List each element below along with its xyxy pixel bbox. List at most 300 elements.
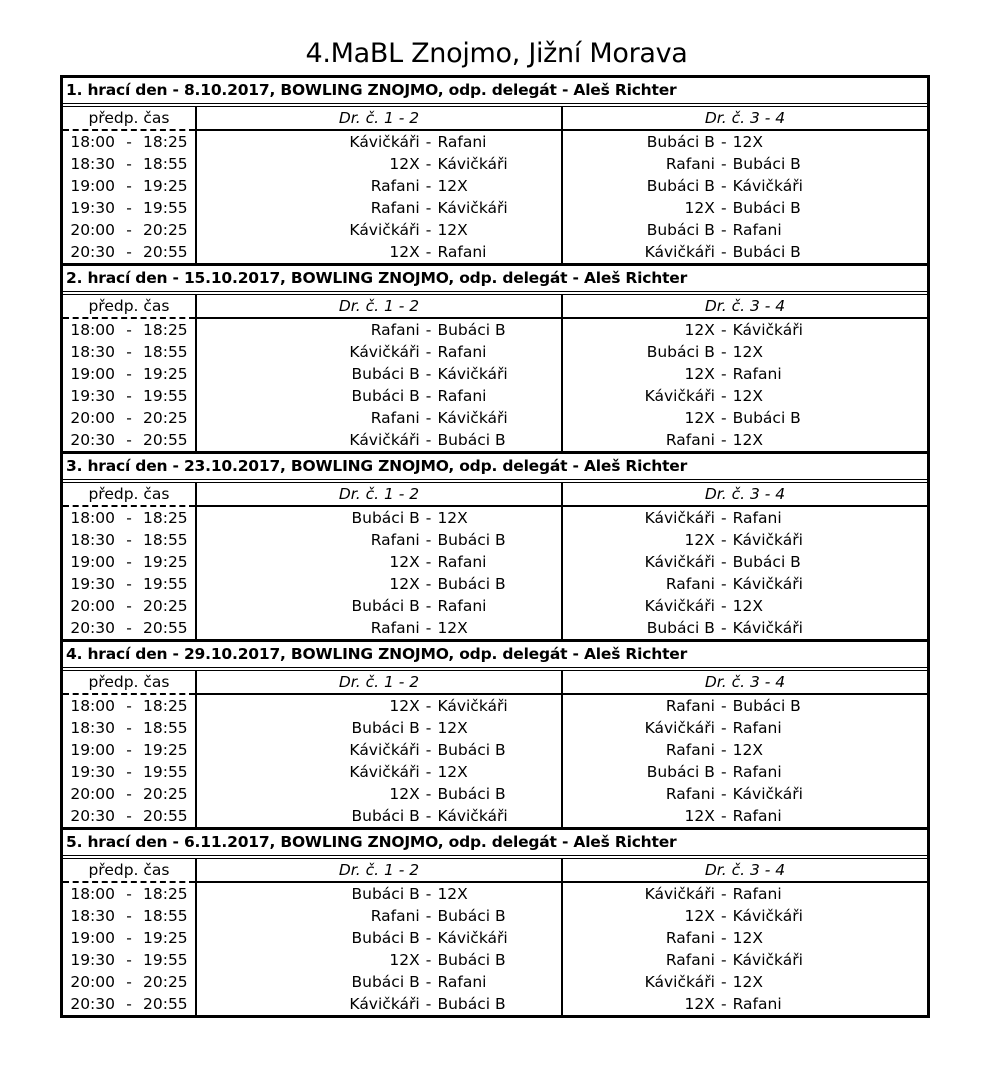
match-lanes-3-4 (562, 573, 927, 595)
table-row (63, 219, 927, 241)
column-header-lanes-3-4: Dr. č. 3 - 4 (562, 859, 927, 882)
match-lanes-1-2 (196, 993, 562, 1015)
match-lanes-3-4 (562, 617, 927, 639)
table-row (63, 761, 927, 783)
time-separator: - (126, 321, 132, 339)
away-team: 12X (437, 719, 468, 737)
match-separator: - (720, 929, 727, 947)
start-time: 20:30 (70, 619, 115, 637)
away-team: 12X (732, 343, 763, 361)
time-cell (63, 949, 196, 971)
round-header: 4. hrací den - 29.10.2017, BOWLING ZNOJMO, odp. delegát - Aleš Richter (63, 642, 927, 671)
away-team: 12X (437, 509, 468, 527)
home-team: Bubáci B (646, 133, 715, 151)
away-team: Kávičkáři (732, 619, 803, 637)
match-separator: - (425, 697, 432, 715)
home-team: Rafani (370, 619, 420, 637)
home-team: 12X (389, 951, 420, 969)
end-time: 19:25 (143, 741, 188, 759)
time-separator: - (126, 597, 132, 615)
match-separator: - (720, 807, 727, 825)
table-row (63, 130, 927, 153)
time-separator: - (126, 431, 132, 449)
home-team: Bubáci B (351, 929, 420, 947)
start-time: 18:30 (70, 155, 115, 173)
match-separator: - (425, 387, 432, 405)
home-team: 12X (389, 697, 420, 715)
home-team: Kávičkáři (644, 973, 715, 991)
start-time: 18:00 (70, 509, 115, 527)
away-team: Bubáci B (437, 531, 506, 549)
away-team: Rafani (437, 133, 487, 151)
match-separator: - (425, 575, 432, 593)
time-separator: - (126, 575, 132, 593)
time-cell (63, 882, 196, 905)
match-separator: - (425, 929, 432, 947)
match-lanes-3-4 (562, 927, 927, 949)
column-header-lanes-3-4: Dr. č. 3 - 4 (562, 671, 927, 694)
time-separator: - (126, 907, 132, 925)
home-team: Kávičkáři (644, 509, 715, 527)
match-lanes-1-2 (196, 739, 562, 761)
column-header-lanes-3-4: Dr. č. 3 - 4 (562, 107, 927, 130)
round-table (63, 295, 927, 451)
match-lanes-3-4 (562, 761, 927, 783)
away-team: 12X (437, 221, 468, 239)
match-lanes-1-2 (196, 905, 562, 927)
away-team: Bubáci B (732, 409, 801, 427)
round-header: 2. hrací den - 15.10.2017, BOWLING ZNOJMO, odp. delegát - Aleš Richter (63, 266, 927, 295)
end-time: 20:25 (143, 221, 188, 239)
match-lanes-3-4 (562, 341, 927, 363)
away-team: Kávičkáři (732, 951, 803, 969)
away-team: Rafani (732, 885, 782, 903)
time-cell (63, 783, 196, 805)
start-time: 20:30 (70, 995, 115, 1013)
match-separator: - (425, 221, 432, 239)
home-team: Rafani (665, 929, 715, 947)
match-lanes-1-2 (196, 153, 562, 175)
schedule-sheet (60, 75, 930, 1018)
match-separator: - (425, 365, 432, 383)
away-team: Kávičkáři (732, 785, 803, 803)
end-time: 19:25 (143, 365, 188, 383)
table-row (63, 529, 927, 551)
table-row (63, 241, 927, 263)
time-separator: - (126, 531, 132, 549)
match-lanes-3-4 (562, 385, 927, 407)
table-row (63, 385, 927, 407)
away-team: Rafani (732, 719, 782, 737)
time-cell (63, 761, 196, 783)
home-team: Bubáci B (646, 343, 715, 361)
match-lanes-3-4 (562, 363, 927, 385)
time-cell (63, 551, 196, 573)
match-separator: - (425, 785, 432, 803)
home-team: Bubáci B (646, 619, 715, 637)
match-lanes-3-4 (562, 717, 927, 739)
match-separator: - (720, 973, 727, 991)
table-row (63, 341, 927, 363)
round-section (63, 263, 927, 451)
home-team: Rafani (370, 531, 420, 549)
match-lanes-3-4 (562, 197, 927, 219)
time-cell (63, 506, 196, 529)
start-time: 18:30 (70, 531, 115, 549)
away-team: Rafani (437, 243, 487, 261)
match-lanes-1-2 (196, 219, 562, 241)
match-lanes-3-4 (562, 694, 927, 717)
round-section (63, 827, 927, 1015)
end-time: 19:25 (143, 177, 188, 195)
away-team: Kávičkáři (732, 177, 803, 195)
start-time: 18:00 (70, 885, 115, 903)
match-separator: - (425, 719, 432, 737)
match-lanes-3-4 (562, 130, 927, 153)
match-separator: - (425, 199, 432, 217)
time-cell (63, 905, 196, 927)
start-time: 19:00 (70, 365, 115, 383)
match-separator: - (425, 177, 432, 195)
away-team: Kávičkáři (437, 409, 508, 427)
match-separator: - (425, 343, 432, 361)
home-team: 12X (684, 321, 715, 339)
away-team: Kávičkáři (437, 929, 508, 947)
away-team: 12X (732, 973, 763, 991)
table-row (63, 927, 927, 949)
time-cell (63, 241, 196, 263)
start-time: 20:30 (70, 243, 115, 261)
home-team: Kávičkáři (644, 387, 715, 405)
away-team: Kávičkáři (732, 321, 803, 339)
time-separator: - (126, 243, 132, 261)
time-cell (63, 341, 196, 363)
match-separator: - (720, 199, 727, 217)
match-separator: - (720, 343, 727, 361)
time-cell (63, 385, 196, 407)
match-lanes-1-2 (196, 761, 562, 783)
table-row (63, 595, 927, 617)
start-time: 18:00 (70, 697, 115, 715)
end-time: 20:55 (143, 431, 188, 449)
away-team: Rafani (732, 995, 782, 1013)
page-title: 4.MaBL Znojmo, Jižní Morava (305, 38, 688, 69)
away-team: Rafani (437, 343, 487, 361)
match-separator: - (720, 531, 727, 549)
away-team: 12X (437, 763, 468, 781)
time-separator: - (126, 697, 132, 715)
table-row (63, 783, 927, 805)
end-time: 19:55 (143, 575, 188, 593)
start-time: 19:00 (70, 553, 115, 571)
column-header-row (63, 483, 927, 506)
table-row (63, 175, 927, 197)
start-time: 20:00 (70, 221, 115, 239)
home-team: Kávičkáři (349, 431, 420, 449)
match-lanes-1-2 (196, 175, 562, 197)
away-team: Kávičkáři (732, 907, 803, 925)
match-lanes-1-2 (196, 363, 562, 385)
match-separator: - (425, 741, 432, 759)
match-lanes-3-4 (562, 318, 927, 341)
column-header-row (63, 859, 927, 882)
match-separator: - (425, 597, 432, 615)
match-separator: - (720, 619, 727, 637)
away-team: Kávičkáři (437, 199, 508, 217)
home-team: Bubáci B (351, 509, 420, 527)
away-team: Kávičkáři (437, 807, 508, 825)
time-cell (63, 971, 196, 993)
away-team: Rafani (437, 553, 487, 571)
table-row (63, 971, 927, 993)
away-team: Bubáci B (732, 243, 801, 261)
time-separator: - (126, 785, 132, 803)
match-separator: - (720, 785, 727, 803)
time-separator: - (126, 951, 132, 969)
home-team: Bubáci B (351, 719, 420, 737)
match-separator: - (720, 365, 727, 383)
home-team: Kávičkáři (644, 553, 715, 571)
end-time: 20:55 (143, 995, 188, 1013)
home-team: Kávičkáři (349, 343, 420, 361)
end-time: 20:25 (143, 597, 188, 615)
time-separator: - (126, 619, 132, 637)
round-table (63, 483, 927, 639)
end-time: 18:25 (143, 321, 188, 339)
away-team: Kávičkáři (437, 697, 508, 715)
table-row (63, 617, 927, 639)
away-team: 12X (732, 929, 763, 947)
match-separator: - (425, 553, 432, 571)
end-time: 18:25 (143, 697, 188, 715)
match-separator: - (720, 741, 727, 759)
time-separator: - (126, 221, 132, 239)
home-team: Kávičkáři (349, 133, 420, 151)
match-lanes-1-2 (196, 927, 562, 949)
match-separator: - (720, 719, 727, 737)
column-header-time: předp. čas (63, 483, 196, 506)
match-separator: - (425, 409, 432, 427)
home-team: 12X (389, 785, 420, 803)
time-separator: - (126, 509, 132, 527)
match-lanes-1-2 (196, 318, 562, 341)
start-time: 19:30 (70, 575, 115, 593)
match-lanes-1-2 (196, 882, 562, 905)
match-lanes-1-2 (196, 197, 562, 219)
time-separator: - (126, 133, 132, 151)
table-row (63, 551, 927, 573)
time-separator: - (126, 155, 132, 173)
home-team: Bubáci B (351, 597, 420, 615)
away-team: Bubáci B (437, 431, 506, 449)
match-separator: - (425, 973, 432, 991)
end-time: 18:25 (143, 133, 188, 151)
table-row (63, 805, 927, 827)
home-team: 12X (684, 907, 715, 925)
start-time: 19:30 (70, 199, 115, 217)
home-team: Bubáci B (351, 885, 420, 903)
away-team: 12X (732, 431, 763, 449)
away-team: 12X (732, 741, 763, 759)
match-lanes-1-2 (196, 805, 562, 827)
away-team: 12X (732, 387, 763, 405)
away-team: 12X (437, 619, 468, 637)
time-cell (63, 363, 196, 385)
home-team: Bubáci B (351, 387, 420, 405)
match-separator: - (720, 221, 727, 239)
home-team: Kávičkáři (349, 221, 420, 239)
match-lanes-1-2 (196, 694, 562, 717)
match-lanes-3-4 (562, 529, 927, 551)
end-time: 20:55 (143, 243, 188, 261)
home-team: Bubáci B (351, 973, 420, 991)
end-time: 20:25 (143, 973, 188, 991)
home-team: Kávičkáři (349, 995, 420, 1013)
column-header-lanes-1-2: Dr. č. 1 - 2 (196, 295, 562, 318)
home-team: Rafani (370, 199, 420, 217)
time-cell (63, 175, 196, 197)
match-lanes-3-4 (562, 971, 927, 993)
end-time: 20:55 (143, 619, 188, 637)
end-time: 20:25 (143, 785, 188, 803)
match-lanes-1-2 (196, 617, 562, 639)
start-time: 20:30 (70, 431, 115, 449)
home-team: Bubáci B (646, 177, 715, 195)
home-team: Rafani (665, 155, 715, 173)
time-cell (63, 318, 196, 341)
time-cell (63, 927, 196, 949)
time-separator: - (126, 409, 132, 427)
match-separator: - (720, 321, 727, 339)
match-separator: - (720, 995, 727, 1013)
home-team: Rafani (665, 431, 715, 449)
home-team: Bubáci B (351, 807, 420, 825)
home-team: Bubáci B (646, 763, 715, 781)
round-table (63, 859, 927, 1015)
match-separator: - (425, 133, 432, 151)
match-lanes-1-2 (196, 506, 562, 529)
time-cell (63, 407, 196, 429)
away-team: Bubáci B (732, 697, 801, 715)
time-separator: - (126, 387, 132, 405)
home-team: 12X (684, 365, 715, 383)
match-separator: - (720, 133, 727, 151)
match-lanes-1-2 (196, 949, 562, 971)
away-team: Rafani (732, 221, 782, 239)
table-row (63, 506, 927, 529)
home-team: Kávičkáři (349, 741, 420, 759)
match-lanes-3-4 (562, 949, 927, 971)
match-lanes-3-4 (562, 219, 927, 241)
match-separator: - (425, 509, 432, 527)
column-header-time: předp. čas (63, 671, 196, 694)
match-lanes-1-2 (196, 407, 562, 429)
match-lanes-1-2 (196, 385, 562, 407)
column-header-row (63, 107, 927, 130)
time-separator: - (126, 719, 132, 737)
start-time: 18:30 (70, 719, 115, 737)
column-header-time: předp. čas (63, 859, 196, 882)
away-team: Bubáci B (437, 321, 506, 339)
match-separator: - (720, 243, 727, 261)
match-lanes-1-2 (196, 241, 562, 263)
match-separator: - (720, 597, 727, 615)
away-team: Kávičkáři (437, 365, 508, 383)
away-team: Bubáci B (732, 199, 801, 217)
match-lanes-3-4 (562, 805, 927, 827)
away-team: Rafani (437, 597, 487, 615)
away-team: Rafani (732, 763, 782, 781)
table-row (63, 363, 927, 385)
start-time: 19:30 (70, 387, 115, 405)
time-separator: - (126, 885, 132, 903)
time-cell (63, 993, 196, 1015)
time-separator: - (126, 807, 132, 825)
time-separator: - (126, 995, 132, 1013)
end-time: 19:25 (143, 553, 188, 571)
away-team: Bubáci B (437, 575, 506, 593)
match-separator: - (425, 885, 432, 903)
round-header: 1. hrací den - 8.10.2017, BOWLING ZNOJMO, odp. delegát - Aleš Richter (63, 78, 927, 107)
match-lanes-1-2 (196, 783, 562, 805)
match-lanes-3-4 (562, 882, 927, 905)
start-time: 19:00 (70, 177, 115, 195)
match-separator: - (720, 409, 727, 427)
column-header-time: předp. čas (63, 295, 196, 318)
match-separator: - (720, 907, 727, 925)
match-separator: - (720, 431, 727, 449)
home-team: Rafani (665, 575, 715, 593)
home-team: Rafani (665, 951, 715, 969)
home-team: Kávičkáři (644, 719, 715, 737)
end-time: 20:55 (143, 807, 188, 825)
table-row (63, 407, 927, 429)
time-cell (63, 694, 196, 717)
match-lanes-1-2 (196, 595, 562, 617)
time-separator: - (126, 741, 132, 759)
match-lanes-3-4 (562, 905, 927, 927)
home-team: 12X (684, 531, 715, 549)
home-team: 12X (389, 155, 420, 173)
home-team: 12X (684, 807, 715, 825)
match-lanes-3-4 (562, 993, 927, 1015)
match-separator: - (720, 575, 727, 593)
away-team: Bubáci B (437, 741, 506, 759)
round-section (63, 78, 927, 263)
match-lanes-1-2 (196, 529, 562, 551)
column-header-lanes-3-4: Dr. č. 3 - 4 (562, 483, 927, 506)
home-team: 12X (684, 199, 715, 217)
away-team: 12X (732, 133, 763, 151)
round-table (63, 671, 927, 827)
start-time: 18:30 (70, 907, 115, 925)
home-team: 12X (389, 553, 420, 571)
match-separator: - (425, 763, 432, 781)
table-row (63, 197, 927, 219)
round-header: 3. hrací den - 23.10.2017, BOWLING ZNOJMO, odp. delegát - Aleš Richter (63, 454, 927, 483)
home-team: 12X (684, 995, 715, 1013)
home-team: 12X (389, 575, 420, 593)
match-separator: - (720, 177, 727, 195)
home-team: Rafani (370, 409, 420, 427)
time-cell (63, 130, 196, 153)
time-cell (63, 717, 196, 739)
table-row (63, 318, 927, 341)
table-row (63, 739, 927, 761)
match-lanes-3-4 (562, 595, 927, 617)
time-cell (63, 617, 196, 639)
home-team: Kávičkáři (644, 243, 715, 261)
